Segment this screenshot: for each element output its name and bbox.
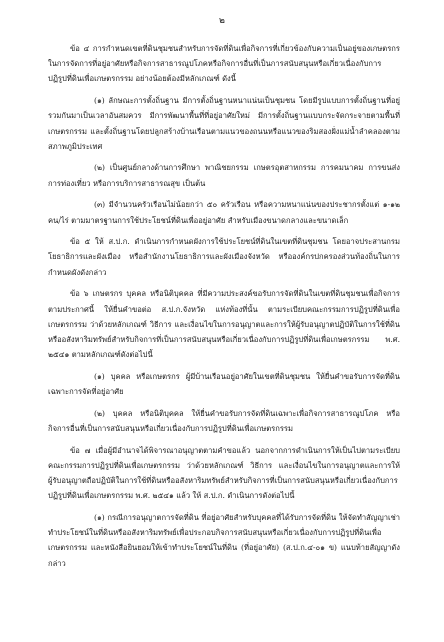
clause-5-paragraph: ข้อ ๕ ให้ ส.ป.ก. ดำเนินการกำหนดผังการใช้ประโยชน์ที่ดินในเขตที่ดินชุมชน โดยอาจประสานกรมโยธาธิการและผังเมือง หรือสำนักงานโยธาธิการและผังเมืองจังหวัด หรือองค์กรปกครองส่วนท้องถิ่นในการกำหนดผังดังกล่าว (48, 237, 400, 277)
clause-4-item-1: (๑) ลักษณะการตั้งถิ่นฐาน มีการตั้งถิ่นฐานหนาแน่นเป็นชุมชน โดยมีรูปแบบการตั้งถิ่นฐานที่อยู่รวมกันมาเป็นเวลาอันสมควร มีการพัฒนาพื้นที่ที่อยู่อาศัยใหม่ มีการตั้งถิ่นฐานแบบกระจัดกระจายตามพื้นที่เกษตรกรรม และตั้งถิ่นฐานโดยปลูกสร้างบ้านเรือนตามแนวของถนนหรือแนวของริมสองฝั่งแม่น้ำลำคลองตามสภาพภูมิประเทศ (48, 96, 400, 151)
document-body (48, 41, 400, 571)
clause-6-paragraph: ข้อ ๖ เกษตรกร บุคคล หรือนิติบุคคล ที่มีความประสงค์ขอรับการจัดที่ดินในเขตที่ดินชุมชนเพื่อกิจการตามประกาศนี้ ให้ยื่นคำขอต่อ ส.ป.ก.จังหวัด แห่งท้องที่นั้น ตามระเบียบคณะกรรมการปฏิรูปที่ดินเพื่อเกษตรกรรม ว่าด้วยหลักเกณฑ์ วิธีการ และเงื่อนไขในการอนุญาตและการให้ผู้รับอนุญาตปฏิบัติในการใช้ที่ดินหรืออสังหาริมทรัพย์สำหรับกิจการที่เป็นการสนับสนุนหรือเกี่ยวเนื่องกับการปฏิรูปที่ดินเพื่อเกษตรกรรม พ.ศ. ๒๕๔๑ ตามหลักเกณฑ์ดังต่อไปนี้ (48, 289, 400, 360)
page-number: ๒ (219, 16, 225, 26)
clause-6-item-1: (๑) บุคคล หรือเกษตรกร ผู้มีบ้านเรือนอยู่อาศัยในเขตที่ดินชุมชน ให้ยื่นคำขอรับการจัดที่ดินเฉพาะการจัดที่อยู่อาศัย (48, 371, 400, 397)
clause-6-item-2: (๒) บุคคล หรือนิติบุคคล ให้ยื่นคำขอรับการจัดที่ดินเฉพาะเพื่อกิจการสาธารณูปโภค หรือกิจการอื่นที่เป็นการสนับสนุนหรือเกี่ยวเนื่องกับการปฏิรูปที่ดินเพื่อเกษตรกรรม (48, 408, 400, 433)
clause-4-item-3: (๓) มีจำนวนครัวเรือนไม่น้อยกว่า ๕๐ ครัวเรือน หรือความหนาแน่นของประชากรตั้งแต่ ๑-๑๒ คน/ไร่ ตามมาตรฐานการใช้ประโยชน์ที่ดินเพื่ออยู่อาศัย สำหรับเมืองขนาดกลางและขนาดเล็ก (48, 200, 400, 225)
clause-4-paragraph: ข้อ ๔ การกำหนดเขตที่ดินชุมชนสำหรับการจัดที่ดินเพื่อกิจการที่เกี่ยวข้องกับความเป็นอยู่ของเกษตรกรในการจัดการที่อยู่อาศัยหรือกิจการสาธารณูปโภคหรือกิจการอื่นที่เป็นการสนับสนุนหรือเกี่ยวเนื่องกับการปฏิรูปที่ดินเพื่อเกษตรกรรม อย่างน้อยต้องมีหลักเกณฑ์ ดังนี้ (48, 44, 400, 84)
clause-7-paragraph: ข้อ ๗ เมื่อผู้มีอำนาจได้พิจารณาอนุญาตตามคำขอแล้ว นอกจากการดำเนินการให้เป็นไปตามระเบียบคณะกรรมการปฏิรูปที่ดินเพื่อเกษตรกรรม ว่าด้วยหลักเกณฑ์ วิธีการ และเงื่อนไขในการอนุญาตและการให้ผู้รับอนุญาตถือปฏิบัติในการใช้ที่ดินหรืออสังหาริมทรัพย์สำหรับกิจการที่เป็นการสนับสนุนหรือเกี่ยวเนื่องกับการปฏิรูปที่ดินเพื่อเกษตรกรรม พ.ศ. ๒๕๔๑ แล้ว ให้ ส.ป.ก. ดำเนินการดังต่อไปนี้ (48, 445, 400, 501)
clause-4-item-2: (๒) เป็นศูนย์กลางด้านการศึกษา พาณิชยกรรม เกษตรอุตสาหกรรม การคมนาคม การขนส่ง การท่องเที่ยว หรือการบริการสาธารณสุข เป็นต้น (48, 163, 400, 188)
clause-7-item-1: (๑) กรณีการอนุญาตการจัดที่ดิน ที่อยู่อาศัยสำหรับบุคคลที่ได้รับการจัดที่ดิน ให้จัดทำสัญญาเช่าทำประโยชน์ในที่ดินหรืออสังหาริมทรัพย์เพื่อประกอบกิจการสนับสนุนหรือเกี่ยวเนื่องกับการปฏิรูปที่ดินเพื่อเกษตรกรรม และหนังสือยินยอมให้เข้าทำประโยชน์ในที่ดิน (ที่อยู่อาศัย) (ส.ป.ก.๔-๐๑ ข) แนบท้ายสัญญาดังกล่าว (48, 512, 400, 568)
